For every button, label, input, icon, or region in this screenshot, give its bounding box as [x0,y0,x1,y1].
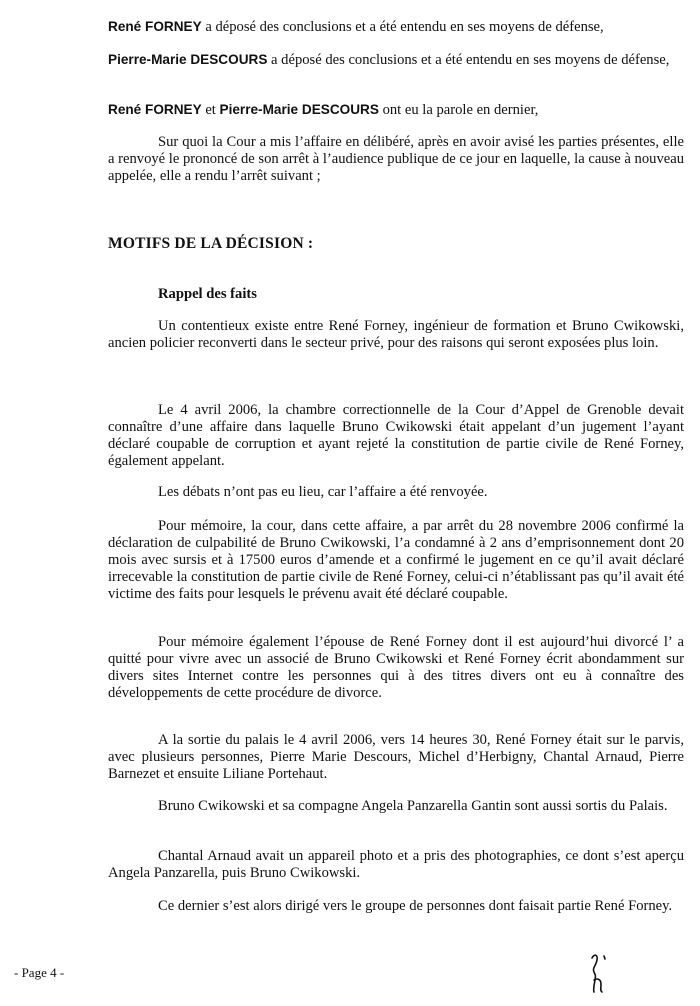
section-heading-motifs: MOTIFS DE LA DÉCISION : [108,235,314,252]
paragraph-descours-conclusions [108,51,684,69]
conjunction: et [201,102,220,118]
paragraph-arret-28-novembre: Pour mémoire, la cour, dans cette affaire, a par arrêt du 28 novembre 2006 confirmé la déclaration de culpabilité de Bruno Cwikowski, l’a condamné à 2 ans d’emprisonnement dont 20 mois avec sursis et à 17500 euros d’amende et a confirmé le jugement en ce qu’il avait déclaré irrecevable la constitution de partie civile de René Forney, celui-ci n’établissant pas qu’il avait été victime des faits pour lesquels le prévenu avait été déclaré coupable. [108,518,684,602]
party-name-forney: René FORNEY [108,102,202,117]
paragraph-ce-dernier: Ce dernier s’est alors dirigé vers le groupe de personnes dont faisait partie René Forney. [158,898,673,914]
paragraph-4-avril-2006: Le 4 avril 2006, la chambre correctionnelle de la Cour d’Appel de Grenoble devait connaître d’une affaire dans laquelle Bruno Cwikowski était appelant d’un jugement l’ayant déclaré coupable de corruption et ayant rejeté la constitution de partie civile de René Forney, également appelant. [108,402,684,469]
paragraph-text: ont eu la parole en dernier, [378,102,539,118]
party-name-descours: Pierre-Marie DESCOURS [108,52,268,67]
paragraph-text: a déposé des conclusions et a été entendu en ses moyens de défense, [201,19,604,35]
paragraph-cwikowski-compagne: Bruno Cwikowski et sa compagne Angela Panzarella Gantin sont aussi sortis du Palais. [158,798,668,814]
party-name-forney: René FORNEY [108,19,202,34]
paragraph-appareil-photo: Chantal Arnaud avait un appareil photo et a pris des photographies, ce dont s’est aperçu Angela Panzarella, puis Bruno Cwikowski. [108,848,684,881]
paragraph-epouse: Pour mémoire également l’épouse de René Forney dont il est aujourd’hui divorcé l’ a quitté pour vivre avec un associé de Bruno Cwikowski et René Forney écrit abondamment sur divers sites Internet contre les personnes qui à des titres divers ont eu à connaître des développements de cette procédure de divorce. [108,634,684,701]
paragraph-contentieux: Un contentieux existe entre René Forney, ingénieur de formation et Bruno Cwikowski, ancien policier reconverti dans le secteur privé, pour des raisons qui seront exposées plus loin. [108,318,684,351]
handwritten-initials-icon [584,950,614,994]
paragraph-text: a déposé des conclusions et a été entendu en ses moyens de défense, [267,52,670,68]
party-name-descours: Pierre-Marie DESCOURS [219,102,379,117]
paragraph-forney-conclusions [108,18,684,36]
paragraph-sortie-palais: A la sortie du palais le 4 avril 2006, vers 14 heures 30, René Forney était sur le parvis, avec plusieurs personnes, Pierre Marie Descours, Michel d’Herbigny, Chantal Arnaud, Pierre Barnezet et ensuite Liliane Portehaut. [108,732,684,782]
paragraph-last-word [108,101,684,119]
paragraph-debats: Les débats n’ont pas eu lieu, car l’affaire a été renvoyée. [158,484,488,500]
subheading-rappel-des-faits: Rappel des faits [158,286,257,302]
page-number: - Page 4 - [14,965,65,980]
paragraph-deliberation: Sur quoi la Cour a mis l’affaire en délibéré, après en avoir avisé les parties présentes, elle a renvoyé le prononcé de son arrêt à l’audience publique de ce jour en laquelle, la cause à nouveau appelée, elle a rendu l’arrêt suivant ; [108,134,684,184]
